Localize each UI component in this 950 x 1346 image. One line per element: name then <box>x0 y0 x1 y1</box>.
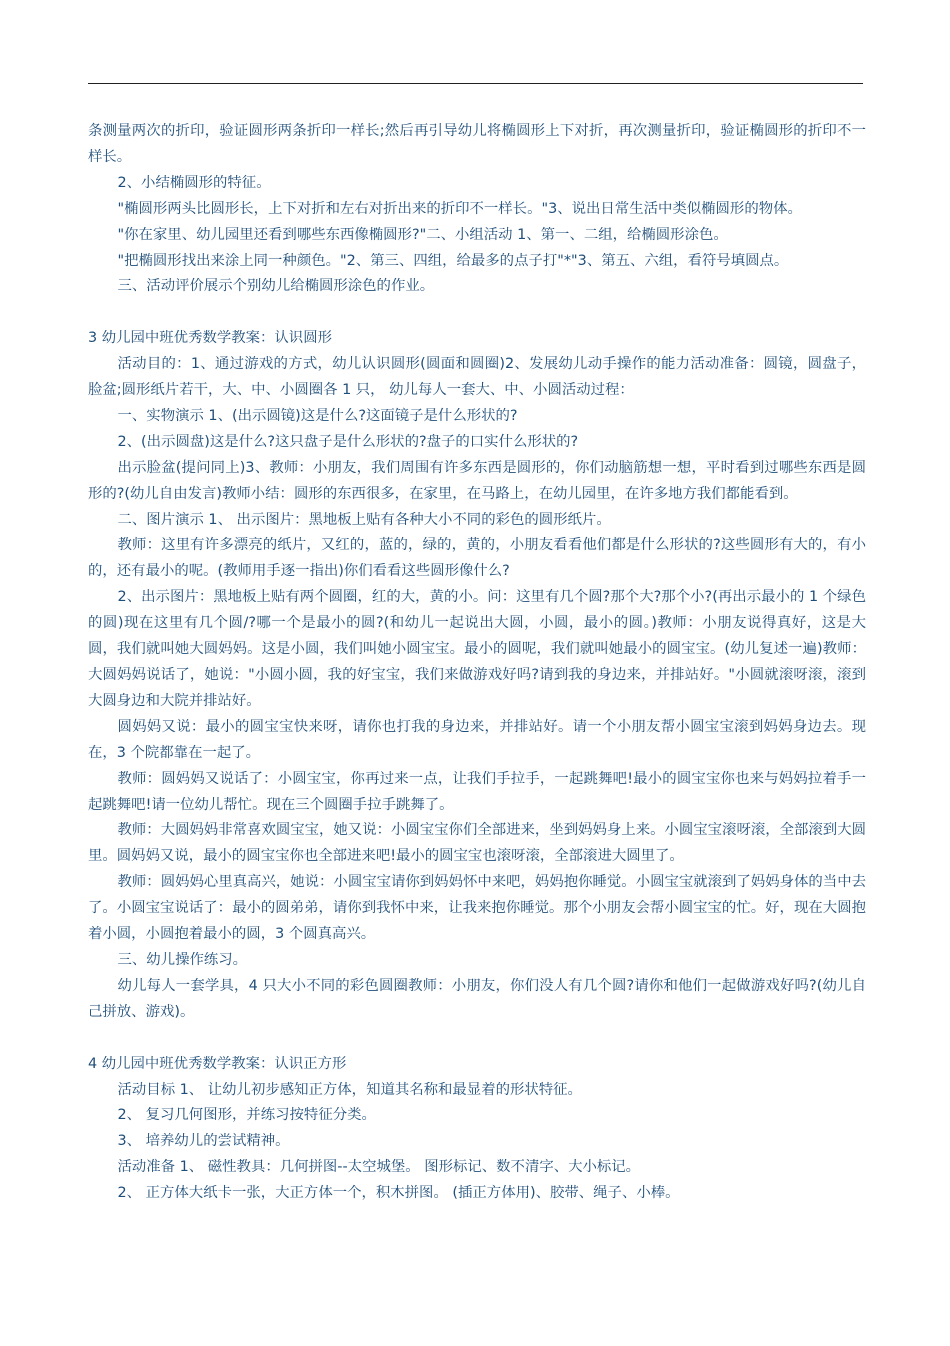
body-paragraph: 3、 培养幼儿的尝试精神。 <box>117 1133 290 1150</box>
document-body <box>88 119 866 1207</box>
section-heading: 4 幼儿园中班优秀数学教案：认识正方形 <box>88 1055 347 1072</box>
body-paragraph: 三、幼儿操作练习。 <box>117 951 248 968</box>
body-paragraph: 活动目的：1、通过游戏的方式，幼儿认识圆形(圆面和圆圈)2、发展幼儿动手操作的能力活动准备：圆镜，圆盘子，脸盆;圆形纸片若干，大、中、小圆圈各 1 只， 幼儿每人一套大、中、小圆活动过程： <box>88 356 866 399</box>
body-paragraph: "把椭圆形找出来涂上同一种颜色。"2、第三、四组，给最多的点子打"*"3、第五、六组，看符号填圆点。 <box>117 252 789 269</box>
body-paragraph: 二、图片演示 1、 出示图片：黑地板上贴有各种大小不同的彩色的圆形纸片。 <box>117 511 611 528</box>
body-paragraph: 2、 复习几何图形，并练习按特征分类。 <box>117 1107 376 1124</box>
body-paragraph: 活动目标 1、 让幼儿初步感知正方体，知道其名称和最显着的形状特征。 <box>117 1081 582 1098</box>
body-paragraph: 圆妈妈又说：最小的圆宝宝快来呀，请你也打我的身边来，并排站好。请一个小朋友帮小圆宝宝滚到妈妈身边去。现在，3 个院都靠在一起了。 <box>88 718 866 761</box>
body-paragraph: 2、 正方体大纸卡一张，大正方体一个，积木拼图。 (插正方体用)、胶带、绳子、小棒。 <box>117 1185 680 1202</box>
body-paragraph: 2、出示图片：黑地板上贴有两个圆圈，红的大，黄的小。问：这里有几个圆?那个大?那个小?(再出示最小的 1 个绿色的圆)现在这里有几个圆/?哪一个是最小的圆?(和幼儿一起说出大圆，小圆，最小的圆。)教师：小朋友说得真好，这是大圆，我们就叫她大圆妈妈。这是小圆，我们叫她小圆宝宝。最小的圆呢，我们就叫她最小的圆宝宝。(幼儿复述一遍)教师：大圆妈妈说话了，她说："小圆小圆，我的好宝宝，我们来做游戏好吗?请到我的身边来，并排站好。"小圆就滚呀滚，滚到大圆身边和大院并排站好。 <box>88 589 866 709</box>
body-paragraph: "椭圆形两头比圆形长，上下对折和左右对折出来的折印不一样长。"3、说出日常生活中类似椭圆形的物体。 <box>117 200 802 217</box>
body-paragraph: 一、实物演示 1、(出示圆镜)这是什么?这面镜子是什么形状的? <box>117 407 518 424</box>
body-paragraph: 活动准备 1、 磁性教具：几何拼图--太空城堡。 图形标记、数不清字、大小标记。 <box>117 1159 641 1176</box>
section-heading: 3 幼儿园中班优秀数学教案：认识圆形 <box>88 330 332 347</box>
body-paragraph: 三、活动评价展示个别幼儿给椭圆形涂色的作业。 <box>117 278 435 295</box>
body-paragraph: "你在家里、幼儿园里还看到哪些东西像椭圆形?"二、小组活动 1、第一、二组，给椭圆形涂色。 <box>117 226 728 243</box>
body-paragraph: 教师：这里有许多漂亮的纸片，又红的，蓝的，绿的，黄的，小朋友看看他们都是什么形状的?这些圆形有大的，有小的，还有最小的呢。(教师用手逐一指出)你们看看这些圆形像什么? <box>88 537 866 580</box>
body-paragraph: 2、小结椭圆形的特征。 <box>117 174 271 191</box>
header-rule <box>88 83 863 84</box>
body-paragraph: 教师：圆妈妈心里真高兴，她说：小圆宝宝请你到妈妈怀中来吧，妈妈抱你睡觉。小圆宝宝就滚到了妈妈身体的当中去了。小圆宝宝说话了：最小的圆弟弟，请你到我怀中来，让我来抱你睡觉。那个小朋友会帮小圆宝宝的忙。好，现在大圆抱着小圆，小圆抱着最小的圆，3 个圆真高兴。 <box>88 874 866 943</box>
body-paragraph: 出示脸盆(提问同上)3、教师：小朋友，我们周围有许多东西是圆形的，你们动脑筋想一想，平时看到过哪些东西是圆形的?(幼儿自由发言)教师小结：圆形的东西很多，在家里，在马路上，在幼儿园里，在许多地方我们都能看到。 <box>88 459 866 502</box>
body-paragraph: 2、(出示圆盘)这是什么?这只盘子是什么形状的?盘子的口实什么形状的? <box>117 433 579 450</box>
body-paragraph: 教师：圆妈妈又说话了：小圆宝宝，你再过来一点，让我们手拉手，一起跳舞吧!最小的圆宝宝你也来与妈妈拉着手一起跳舞吧!请一位幼儿帮忙。现在三个圆圈手拉手跳舞了。 <box>88 770 866 813</box>
body-paragraph: 幼儿每人一套学具，4 只大小不同的彩色圆圈教师：小朋友，你们没人有几个圆?请你和他们一起做游戏好吗?(幼儿自己拼放、游戏)。 <box>88 977 866 1020</box>
body-paragraph: 条测量两次的折印，验证圆形两条折印一样长;然后再引导幼儿将椭圆形上下对折，再次测量折印，验证椭圆形的折印不一样长。 <box>88 123 866 165</box>
body-paragraph: 教师：大圆妈妈非常喜欢圆宝宝，她又说：小圆宝宝你们全部进来，坐到妈妈身上来。小圆宝宝滚呀滚，全部滚到大圆里。圆妈妈又说，最小的圆宝宝你也全部进来吧!最小的圆宝宝也滚呀滚，全部滚进大圆里了。 <box>88 822 866 865</box>
